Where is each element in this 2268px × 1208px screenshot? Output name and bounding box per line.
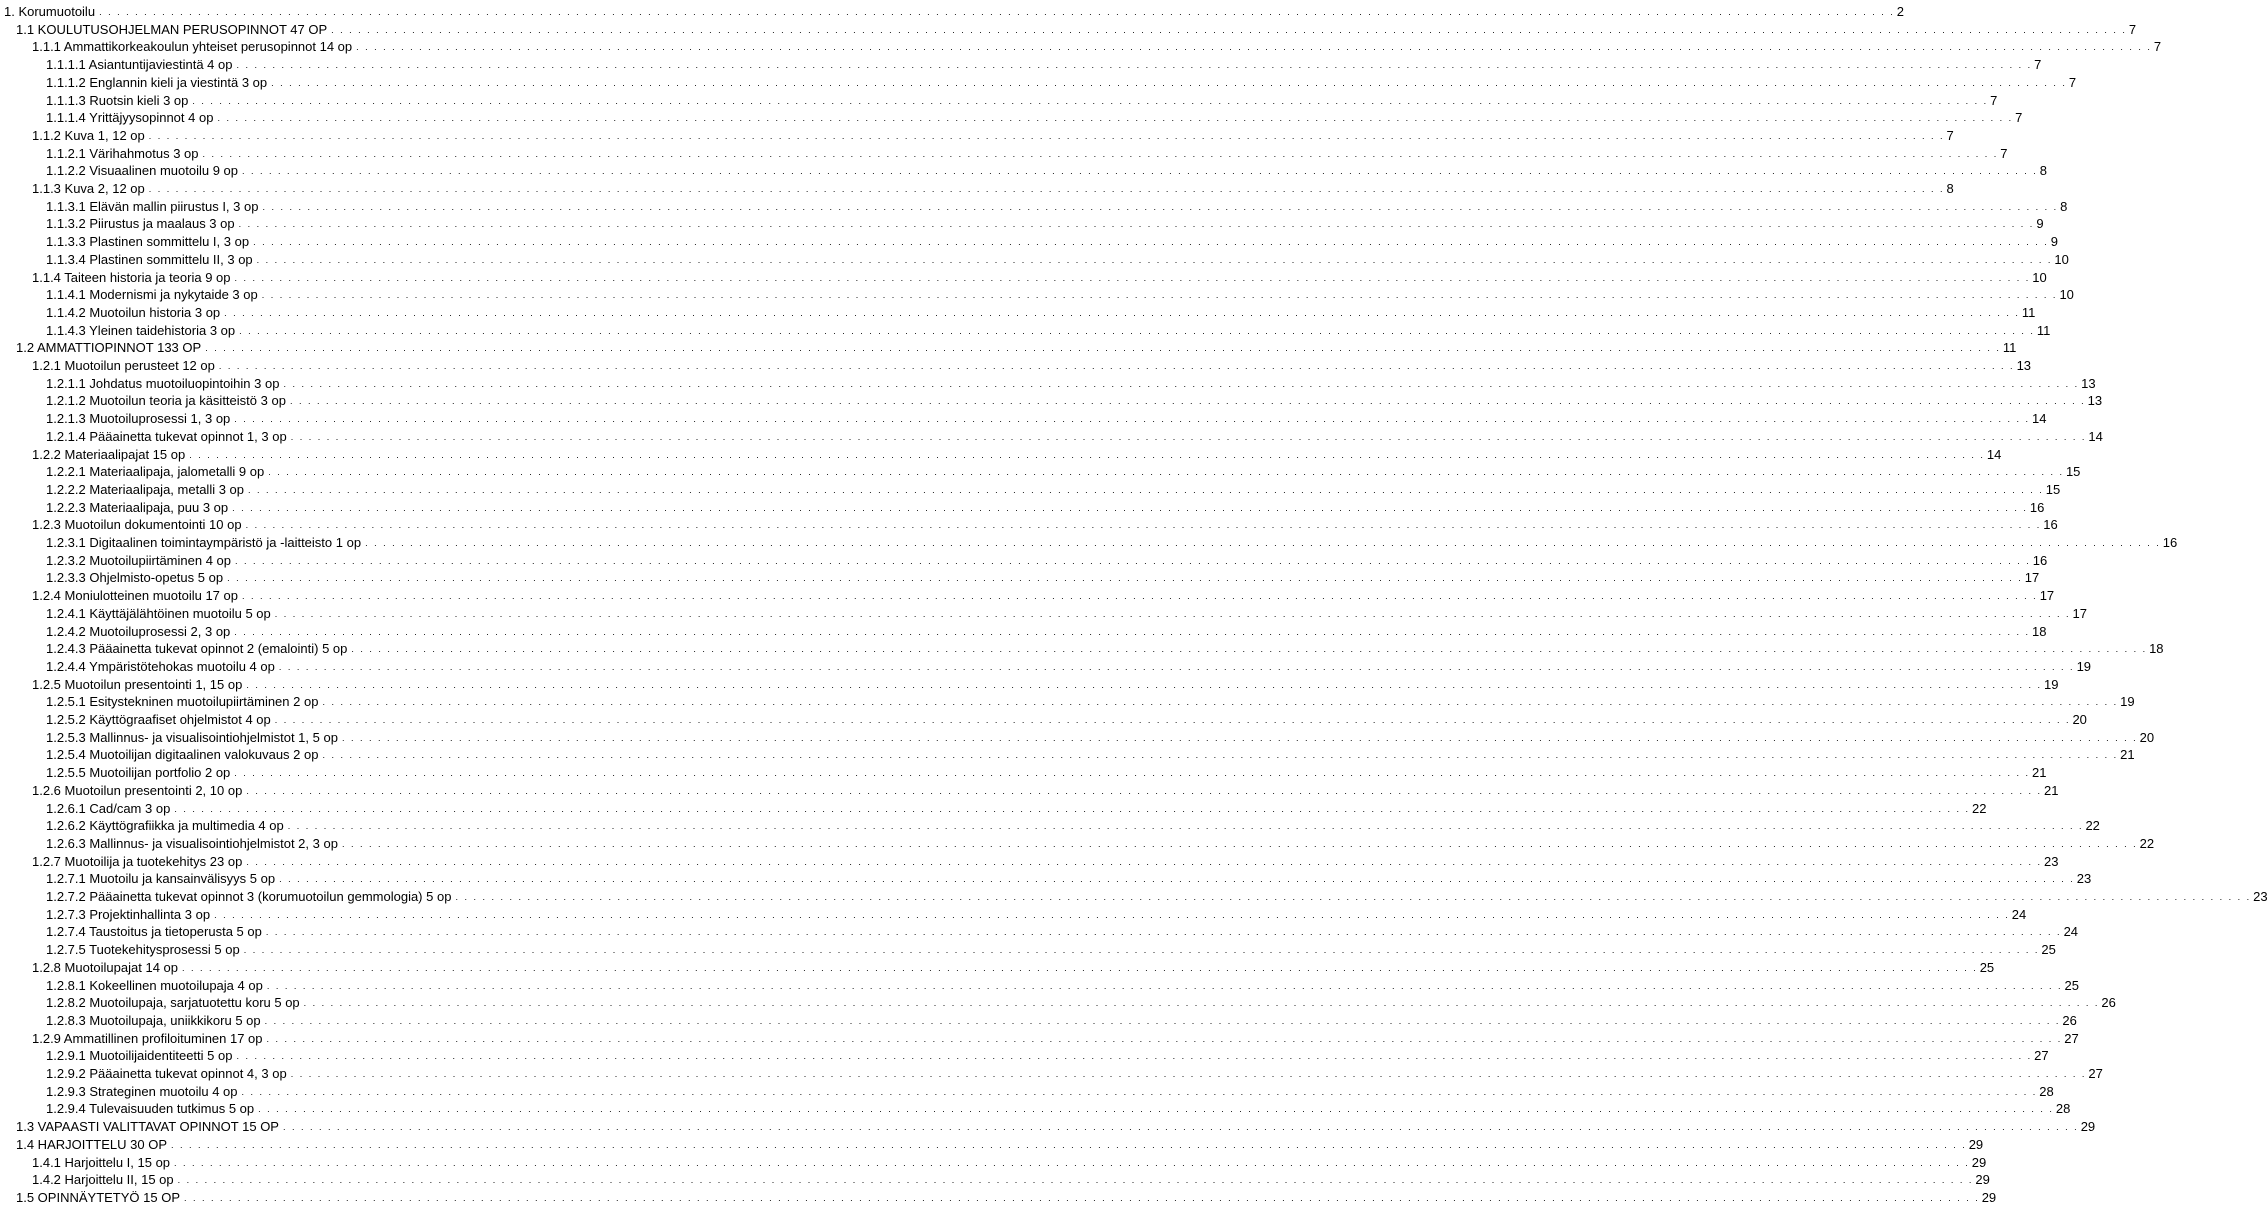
toc-entry-page-number: 10: [2059, 287, 2074, 303]
toc-entry-page-number: 29: [1975, 1172, 1990, 1188]
toc-entry[interactable]: [16, 338, 2017, 356]
toc-entry-title: 1.2.7.2 Pääainetta tukevat opinnot 3 (korumuotoilun gemmologia) 5 op: [46, 889, 452, 904]
toc-entry-title: 1.1.3.4 Plastinen sommittelu II, 3 op: [46, 251, 253, 267]
toc-dot-leader: . . . . . . . . . . . . . . . . . . . . . . . . . . . . . . . . . . . . . . . . . . . . . . . . . . . . . . . . . . . . . . . . . . . . . . . . . . . . . . . . . . . . . . . . . . . . . . . . . . . . . . . . . . . . . . . . . . . . . . . . . . . . . . . . . . . . . . . . . . . . . . . . . . . . . . . . . . . . . . . . . . . . . . . . . . . . . . . . . . . . . . . . . . . . . . . . . . . . . . . .: [246, 679, 2043, 690]
toc-entry-title: 1.2.7.1 Muotoilu ja kansainvälisyys 5 op: [46, 871, 276, 887]
toc-entry-page-number: 22: [2139, 835, 2155, 851]
toc-entry-title: 1.2.9.4 Tulevaisuuden tutkimus 5 op: [46, 1101, 255, 1117]
toc-entry-title: 1.2.7.4 Taustoitus ja tietoperusta 5 op: [46, 924, 262, 940]
toc-entry-title: 1.2.8.3 Muotoilupaja, uniikkikoru 5 op: [46, 1012, 261, 1028]
toc-entry-title: 1.1.3 Kuva 2, 12 op: [32, 181, 145, 196]
toc-entry[interactable]: [16, 1188, 1997, 1205]
toc-dot-leader: . . . . . . . . . . . . . . . . . . . . . . . . . . . . . . . . . . . . . . . . . . . . . . . . . . . . . . . . . . . . . . . . . . . . . . . . . . . . . . . . . . . . . . . . . . . . . . . . . . . . . . . . . . . . . . . . . . . . . . . . . . . . . . . . . . . . . . . . . . . . . . . . . . . . . . . . . . . . . . . . . . . . . . . . . . . . . . . . . . . . . . . . . . . . . . . . . . . . . . . .: [242, 166, 2038, 177]
toc-dot-leader: . . . . . . . . . . . . . . . . . . . . . . . . . . . . . . . . . . . . . . . . . . . . . . . . . . . . . . . . . . . . . . . . . . . . . . . . . . . . . . . . . . . . . . . . . . . . . . . . . . . . . . . . . . . . . . . . . . . . . . . . . . . . . . . . . . . . . . . . . . . . . . . . . . . . . . . . . . . . . . . . . . . . . . . . . . . . . . . . . . . . . . . . . . . . . . . . . . . . . . . .: [282, 1122, 2079, 1133]
toc-dot-leader: . . . . . . . . . . . . . . . . . . . . . . . . . . . . . . . . . . . . . . . . . . . . . . . . . . . . . . . . . . . . . . . . . . . . . . . . . . . . . . . . . . . . . . . . . . . . . . . . . . . . . . . . . . . . . . . . . . . . . . . . . . . . . . . . . . . . . . . . . . . . . . . . . . . . . . . . . . . . . . . . . . . . . . . . . . . . . . . . . . . . . . . . . . . . . . . . . . . . . . . .: [202, 148, 1999, 159]
toc-dot-leader: . . . . . . . . . . . . . . . . . . . . . . . . . . . . . . . . . . . . . . . . . . . . . . . . . . . . . . . . . . . . . . . . . . . . . . . . . . . . . . . . . . . . . . . . . . . . . . . . . . . . . . . . . . . . . . . . . . . . . . . . . . . . . . . . . . . . . . . . . . . . . . . . . . . . . . . . . . . . . . . . . . . . . . . . . . . . . . . . . . . . . . . . . . . . . . . . . . . . . . . .: [287, 821, 2084, 832]
toc-entry-title: 1.2.2 Materiaalipajat 15 op: [32, 446, 186, 462]
toc-entry[interactable]: [46, 639, 2164, 657]
toc-entry-page-number: 7: [2034, 57, 2042, 73]
toc-dot-leader: . . . . . . . . . . . . . . . . . . . . . . . . . . . . . . . . . . . . . . . . . . . . . . . . . . . . . . . . . . . . . . . . . . . . . . . . . . . . . . . . . . . . . . . . . . . . . . . . . . . . . . . . . . . . . . . . . . . . . . . . . . . . . . . . . . . . . . . . . . . . . . . . . . . . . . . . . . . . . . . . . . . . . . . . . . . . . . . . . . . . . . . . . . . . . . . . . . . . . . . .: [290, 431, 2087, 442]
toc-entry[interactable]: [32, 126, 1954, 143]
toc-dot-leader: . . . . . . . . . . . . . . . . . . . . . . . . . . . . . . . . . . . . . . . . . . . . . . . . . . . . . . . . . . . . . . . . . . . . . . . . . . . . . . . . . . . . . . . . . . . . . . . . . . . . . . . . . . . . . . . . . . . . . . . . . . . . . . . . . . . . . . . . . . . . . . . . . . . . . . . . . . . . . . . . . . . . . . . . . . . . . . . . . . . . . . . . . . . . . . . . . . . . . . . .: [261, 290, 2058, 301]
toc-entry-title: 1. Korumuotoilu: [4, 4, 96, 19]
toc-dot-leader: . . . . . . . . . . . . . . . . . . . . . . . . . . . . . . . . . . . . . . . . . . . . . . . . . . . . . . . . . . . . . . . . . . . . . . . . . . . . . . . . . . . . . . . . . . . . . . . . . . . . . . . . . . . . . . . . . . . . . . . . . . . . . . . . . . . . . . . . . . . . . . . . . . . . . . . . . . . . . . . . . . . . . . . . . . . . . . . . . . . . . . . . . . . . . . . . . . . . . . . .: [256, 254, 2053, 265]
toc-entry-title: 1.2.3 Muotoilun dokumentointi 10 op: [32, 517, 242, 533]
toc-entry[interactable]: [46, 816, 2100, 834]
toc-dot-leader: . . . . . . . . . . . . . . . . . . . . . . . . . . . . . . . . . . . . . . . . . . . . . . . . . . . . . . . . . . . . . . . . . . . . . . . . . . . . . . . . . . . . . . . . . . . . . . . . . . . . . . . . . . . . . . . . . . . . . . . . . . . . . . . . . . . . . . . . . . . . . . . . . . . . . . . . . . . . . . . . . . . . . . . . . . . . . . . . . . . . . . . . . . . . . . . . . . . . . . . .: [303, 998, 2100, 1009]
toc-entry[interactable]: [32, 268, 2047, 285]
toc-entry-title: 1.2.8.1 Kokeellinen muotoilupaja 4 op: [46, 977, 263, 993]
toc-dot-leader: . . . . . . . . . . . . . . . . . . . . . . . . . . . . . . . . . . . . . . . . . . . . . . . . . . . . . . . . . . . . . . . . . . . . . . . . . . . . . . . . . . . . . . . . . . . . . . . . . . . . . . . . . . . . . . . . . . . . . . . . . . . . . . . . . . . . . . . . . . . . . . . . . . . . . . . . . . . . . . . . . . . . . . . . . . . . . . . . . . . . . . . . . . . . . . . . . . . . . . . .: [283, 378, 2080, 389]
toc-entry[interactable]: [32, 37, 2162, 55]
toc-entry-page-number: 7: [2128, 21, 2137, 37]
toc-dot-leader: . . . . . . . . . . . . . . . . . . . . . . . . . . . . . . . . . . . . . . . . . . . . . . . . . . . . . . . . . . . . . . . . . . . . . . . . . . . . . . . . . . . . . . . . . . . . . . . . . . . . . . . . . . . . . . . . . . . . . . . . . . . . . . . . . . . . . . . . . . . . . . . . . . . . . . . . . . . . . . . . . . . . . . . . . . . . . . . . . . . . . . . . . . . . . . . . . . . . . . . .: [234, 272, 2031, 283]
toc-dot-leader: . . . . . . . . . . . . . . . . . . . . . . . . . . . . . . . . . . . . . . . . . . . . . . . . . . . . . . . . . . . . . . . . . . . . . . . . . . . . . . . . . . . . . . . . . . . . . . . . . . . . . . . . . . . . . . . . . . . . . . . . . . . . . . . . . . . . . . . . . . . . . . . . . . . . . . . . . . . . . . . . . . . . . . . . . . . . . . . . . . . . . . . . . . . . . . . . . . . . . . . .: [148, 184, 1945, 194]
toc-entry[interactable]: [46, 197, 2068, 214]
toc-entry-page-number: 18: [2031, 623, 2047, 639]
toc-entry-page-number: 16: [2032, 552, 2048, 568]
toc-entry[interactable]: [46, 993, 2116, 1011]
toc-entry-page-number: 26: [2101, 995, 2116, 1011]
toc-entry[interactable]: [46, 55, 2042, 73]
toc-entry-title: 1.1.4.1 Modernismi ja nykytaide 3 op: [46, 287, 258, 303]
toc-entry[interactable]: [46, 604, 2087, 621]
toc-entry-title: 1.1.1.3 Ruotsin kieli 3 op: [46, 92, 189, 108]
toc-dot-leader: . . . . . . . . . . . . . . . . . . . . . . . . . . . . . . . . . . . . . . . . . . . . . . . . . . . . . . . . . . . . . . . . . . . . . . . . . . . . . . . . . . . . . . . . . . . . . . . . . . . . . . . . . . . . . . . . . . . . . . . . . . . . . . . . . . . . . . . . . . . . . . . . . . . . . . . . . . . . . . . . . . . . . . . . . . . . . . . . . . . . . . . . . . . . . . . . . . . . . . . .: [99, 7, 1895, 17]
toc-entry[interactable]: [46, 568, 2040, 586]
toc-entry[interactable]: [32, 586, 2055, 604]
toc-entry-page-number: 10: [2032, 269, 2047, 285]
toc-entry[interactable]: [46, 161, 2047, 179]
toc-entry[interactable]: [46, 409, 2047, 427]
toc-entry-title: 1.2.3.2 Muotoilupiirtäminen 4 op: [46, 552, 232, 568]
toc-entry[interactable]: [46, 692, 2135, 710]
toc-entry[interactable]: [46, 285, 2074, 303]
toc-entry-title: 1.1.1.4 Yrittäjyysopinnot 4 op: [46, 110, 214, 126]
toc-dot-leader: . . . . . . . . . . . . . . . . . . . . . . . . . . . . . . . . . . . . . . . . . . . . . . . . . . . . . . . . . . . . . . . . . . . . . . . . . . . . . . . . . . . . . . . . . . . . . . . . . . . . . . . . . . . . . . . . . . . . . . . . . . . . . . . . . . . . . . . . . . . . . . . . . . . . . . . . . . . . . . . . . . . . . . . . . . . . . . . . . . . . . . . . . . . . . . . . . . . . . . . .: [246, 785, 2043, 796]
toc-entry-page-number: 18: [2149, 641, 2164, 657]
toc-entry[interactable]: [46, 745, 2135, 763]
toc-entry-page-number: 9: [2036, 216, 2044, 232]
toc-entry-page-number: 16: [2029, 499, 2045, 515]
toc-entry-page-number: 16: [2043, 517, 2058, 533]
toc-entry[interactable]: [46, 232, 2058, 250]
toc-entry-title: 1.1.4 Taiteen historia ja teoria 9 op: [32, 269, 231, 285]
toc-entry-page-number: 19: [2076, 658, 2092, 674]
toc-entry-page-number: 24: [2063, 924, 2079, 940]
toc-dot-leader: . . . . . . . . . . . . . . . . . . . . . . . . . . . . . . . . . . . . . . . . . . . . . . . . . . . . . . . . . . . . . . . . . . . . . . . . . . . . . . . . . . . . . . . . . . . . . . . . . . . . . . . . . . . . . . . . . . . . . . . . . . . . . . . . . . . . . . . . . . . . . . . . . . . . . . . . . . . . . . . . . . . . . . . . . . . . . . . . . . . . . . . . . . . . . . . . . . . . . . . .: [235, 555, 2031, 566]
toc-dot-leader: . . . . . . . . . . . . . . . . . . . . . . . . . . . . . . . . . . . . . . . . . . . . . . . . . . . . . . . . . . . . . . . . . . . . . . . . . . . . . . . . . . . . . . . . . . . . . . . . . . . . . . . . . . . . . . . . . . . . . . . . . . . . . . . . . . . . . . . . . . . . . . . . . . . . . . . . . . . . . . . . . . . . . . . . . . . . . . . . . . . . . . . . . . . . . . . . . . . . . . . .: [232, 502, 2028, 513]
toc-entry-page-number: 23: [2076, 871, 2092, 887]
toc-entry-page-number: 11: [2021, 304, 2036, 320]
toc-entry-page-number: 15: [2065, 464, 2081, 480]
toc-dot-leader: . . . . . . . . . . . . . . . . . . . . . . . . . . . . . . . . . . . . . . . . . . . . . . . . . . . . . . . . . . . . . . . . . . . . . . . . . . . . . . . . . . . . . . . . . . . . . . . . . . . . . . . . . . . . . . . . . . . . . . . . . . . . . . . . . . . . . . . . . . . . . . . . . . . . . . . . . . . . . . . . . . . . . . . . . . . . . . . . . . . . . . . . . . . . . . . . . . . . . . . .: [322, 697, 2119, 708]
toc-dot-leader: . . . . . . . . . . . . . . . . . . . . . . . . . . . . . . . . . . . . . . . . . . . . . . . . . . . . . . . . . . . . . . . . . . . . . . . . . . . . . . . . . . . . . . . . . . . . . . . . . . . . . . . . . . . . . . . . . . . . . . . . . . . . . . . . . . . . . . . . . . . . . . . . . . . . . . . . . . . . . . . . . . . . . . . . . . . . . . . . . . . . . . . . . . . . . . . . . . . . . . . .: [174, 803, 1971, 814]
toc-entry[interactable]: [46, 391, 2103, 409]
toc-entry-page-number: 7: [1990, 92, 1998, 108]
toc-entry-title: 1.2.5.1 Esitystekninen muotoilupiirtäminen 2 op: [46, 694, 319, 710]
toc-entry-page-number: 11: [2036, 322, 2051, 338]
toc-entry[interactable]: [46, 480, 2061, 497]
toc-entry[interactable]: [46, 834, 2155, 851]
toc-entry[interactable]: [46, 869, 2092, 887]
toc-entry[interactable]: [46, 1011, 2077, 1028]
toc-dot-leader: . . . . . . . . . . . . . . . . . . . . . . . . . . . . . . . . . . . . . . . . . . . . . . . . . . . . . . . . . . . . . . . . . . . . . . . . . . . . . . . . . . . . . . . . . . . . . . . . . . . . . . . . . . . . . . . . . . . . . . . . . . . . . . . . . . . . . . . . . . . . . . . . . . . . . . . . . . . . . . . . . . . . . . . . . . . . . . . . . . . . . . . . . . . . . . . . . . . . . . . .: [322, 750, 2119, 761]
toc-entry-page-number: 8: [2039, 163, 2047, 179]
toc-dot-leader: . . . . . . . . . . . . . . . . . . . . . . . . . . . . . . . . . . . . . . . . . . . . . . . . . . . . . . . . . . . . . . . . . . . . . . . . . . . . . . . . . . . . . . . . . . . . . . . . . . . . . . . . . . . . . . . . . . . . . . . . . . . . . . . . . . . . . . . . . . . . . . . . . . . . . . . . . . . . . . . . . . . . . . . . . . . . . . . . . . . . . . . . . . . . . . . . . . . . . . . .: [365, 538, 2161, 548]
toc-entry-title: 1.1.2.2 Visuaalinen muotoilu 9 op: [46, 163, 239, 179]
toc-dot-leader: . . . . . . . . . . . . . . . . . . . . . . . . . . . . . . . . . . . . . . . . . . . . . . . . . . . . . . . . . . . . . . . . . . . . . . . . . . . . . . . . . . . . . . . . . . . . . . . . . . . . . . . . . . . . . . . . . . . . . . . . . . . . . . . . . . . . . . . . . . . . . . . . . . . . . . . . . . . . . . . . . . . . . . . . . . . . . . . . . . . . . . . . . . . . . . . . . . . . . . . .: [238, 219, 2035, 230]
toc-entry[interactable]: [46, 1082, 2054, 1099]
toc-dot-leader: . . . . . . . . . . . . . . . . . . . . . . . . . . . . . . . . . . . . . . . . . . . . . . . . . . . . . . . . . . . . . . . . . . . . . . . . . . . . . . . . . . . . . . . . . . . . . . . . . . . . . . . . . . . . . . . . . . . . . . . . . . . . . . . . . . . . . . . . . . . . . . . . . . . . . . . . . . . . . . . . . . . . . . . . . . . . . . . . . . . . . . . . . . . . . . . . . . . . . . . .: [171, 1139, 1967, 1150]
toc-entry[interactable]: [46, 427, 2103, 444]
toc-entry-title: 1.2.7.5 Tuotekehitysprosessi 5 op: [46, 942, 240, 958]
toc-entry[interactable]: [32, 445, 2002, 462]
toc-entry-title: 1.2.2.1 Materiaalipaja, jalometalli 9 op: [46, 464, 265, 480]
toc-entry[interactable]: [46, 214, 2044, 232]
toc-entry[interactable]: [32, 1153, 1987, 1170]
toc-dot-leader: . . . . . . . . . . . . . . . . . . . . . . . . . . . . . . . . . . . . . . . . . . . . . . . . . . . . . . . . . . . . . . . . . . . . . . . . . . . . . . . . . . . . . . . . . . . . . . . . . . . . . . . . . . . . . . . . . . . . . . . . . . . . . . . . . . . . . . . . . . . . . . . . . . . . . . . . . . . . . . . . . . . . . . . . . . . . . . . . . . . . . . . . . . . . . . . . . . . . . . . .: [148, 130, 1945, 141]
toc-entry-page-number: 23: [2044, 853, 2059, 869]
toc-entry-title: 1.2.9.3 Strateginen muotoilu 4 op: [46, 1083, 238, 1099]
toc-dot-leader: . . . . . . . . . . . . . . . . . . . . . . . . . . . . . . . . . . . . . . . . . . . . . . . . . . . . . . . . . . . . . . . . . . . . . . . . . . . . . . . . . . . . . . . . . . . . . . . . . . . . . . . . . . . . . . . . . . . . . . . . . . . . . . . . . . . . . . . . . . . . . . . . . . . . . . . . . . . . . . . . . . . . . . . . . . . . . . . . . . . . . . . . . . . . . . . . . . . . . . . .: [174, 1157, 1970, 1168]
toc-entry-page-number: 23: [2253, 889, 2268, 904]
toc-dot-leader: . . . . . . . . . . . . . . . . . . . . . . . . . . . . . . . . . . . . . . . . . . . . . . . . . . . . . . . . . . . . . . . . . . . . . . . . . . . . . . . . . . . . . . . . . . . . . . . . . . . . . . . . . . . . . . . . . . . . . . . . . . . . . . . . . . . . . . . . . . . . . . . . . . . . . . . . . . . . . . . . . . . . . . . . . . . . . . . . . . . . . . . . . . . . . . . . . . . . . . . .: [289, 396, 2086, 407]
toc-entry-page-number: 7: [2068, 74, 2077, 90]
toc-dot-leader: . . . . . . . . . . . . . . . . . . . . . . . . . . . . . . . . . . . . . . . . . . . . . . . . . . . . . . . . . . . . . . . . . . . . . . . . . . . . . . . . . . . . . . . . . . . . . . . . . . . . . . . . . . . . . . . . . . . . . . . . . . . . . . . . . . . . . . . . . . . . . . . . . . . . . . . . . . . . . . . . . . . . . . . . . . . . . . . . . . . . . . . . . . . . . . . . . . . . . . . .: [246, 856, 2043, 867]
toc-dot-leader: . . . . . . . . . . . . . . . . . . . . . . . . . . . . . . . . . . . . . . . . . . . . . . . . . . . . . . . . . . . . . . . . . . . . . . . . . . . . . . . . . . . . . . . . . . . . . . . . . . . . . . . . . . . . . . . . . . . . . . . . . . . . . . . . . . . . . . . . . . . . . . . . . . . . . . . . . . . . . . . . . . . . . . . . . . . . . . . . . . . . . . . . . . . . . . . . . . . . . . . .: [253, 237, 2049, 248]
toc-entry-page-number: 17: [2039, 588, 2055, 604]
toc-entry-title: 1.2.6.2 Käyttögrafiikka ja multimedia 4 op: [46, 818, 284, 834]
toc-dot-leader: . . . . . . . . . . . . . . . . . . . . . . . . . . . . . . . . . . . . . . . . . . . . . . . . . . . . . . . . . . . . . . . . . . . . . . . . . . . . . . . . . . . . . . . . . . . . . . . . . . . . . . . . . . . . . . . . . . . . . . . . . . . . . . . . . . . . . . . . . . . . . . . . . . . . . . . . . . . . . . . . . . . . . . . . . . . . . . . . . . . . . . . . . . . . . . . . . . . . . . . .: [234, 626, 2030, 637]
toc-entry-title: 1.2.7.3 Projektinhallinta 3 op: [46, 906, 211, 922]
toc-entry-title: 1.2.9 Ammatillinen profiloituminen 17 op: [32, 1030, 263, 1046]
toc-entry[interactable]: [46, 1046, 2049, 1064]
toc-entry[interactable]: [46, 551, 2048, 568]
toc-entry[interactable]: [46, 728, 2155, 745]
toc-entry-title: 1.2.4.3 Pääainetta tukevat opinnot 2 (emalointi) 5 op: [46, 641, 348, 657]
toc-entry-page-number: 29: [1981, 1189, 1997, 1205]
toc-entry-page-number: 8: [1946, 181, 1954, 196]
toc-dot-leader: . . . . . . . . . . . . . . . . . . . . . . . . . . . . . . . . . . . . . . . . . . . . . . . . . . . . . . . . . . . . . . . . . . . . . . . . . . . . . . . . . . . . . . . . . . . . . . . . . . . . . . . . . . . . . . . . . . . . . . . . . . . . . . . . . . . . . . . . . . . . . . . . . . . . . . . . . . . . . . . . . . . . . . . . . . . . . . . . . . . . . . . . . . . . . . . . . . . . . . . .: [205, 343, 2001, 354]
toc-entry-page-number: 24: [2011, 906, 2027, 922]
toc-entry-title: 1.2.3.1 Digitaalinen toimintaympäristö ja -laitteisto 1 op: [46, 535, 362, 550]
toc-entry-title: 1.2.5.3 Mallinnus- ja visualisointiohjelmistot 1, 5 op: [46, 729, 338, 745]
toc-dot-leader: . . . . . . . . . . . . . . . . . . . . . . . . . . . . . . . . . . . . . . . . . . . . . . . . . . . . . . . . . . . . . . . . . . . . . . . . . . . . . . . . . . . . . . . . . . . . . . . . . . . . . . . . . . . . . . . . . . . . . . . . . . . . . . . . . . . . . . . . . . . . . . . . . . . . . . . . . . . . . . . . . . . . . . . . . . . . . . . . . . . . . . . . . . . . . . . . . . . . . . . .: [241, 1086, 2038, 1097]
toc-entry-page-number: 21: [2044, 782, 2059, 798]
toc-entry[interactable]: [32, 675, 2059, 692]
toc-entry-page-number: 27: [2064, 1030, 2079, 1046]
toc-entry-page-number: 2: [1896, 4, 1904, 19]
toc-entry-page-number: 27: [2034, 1048, 2049, 1064]
toc-entry[interactable]: [46, 976, 2079, 993]
toc-entry[interactable]: [46, 657, 2092, 674]
toc-dot-leader: . . . . . . . . . . . . . . . . . . . . . . . . . . . . . . . . . . . . . . . . . . . . . . . . . . . . . . . . . . . . . . . . . . . . . . . . . . . . . . . . . . . . . . . . . . . . . . . . . . . . . . . . . . . . . . . . . . . . . . . . . . . . . . . . . . . . . . . . . . . . . . . . . . . . . . . . . . . . . . . . . . . . . . . . . . . . . . . . . . . . . . . . . . . . . . . . . . . . . . . .: [264, 1015, 2061, 1026]
toc-entry-page-number: 19: [2044, 676, 2059, 692]
toc-dot-leader: . . . . . . . . . . . . . . . . . . . . . . . . . . . . . . . . . . . . . . . . . . . . . . . . . . . . . . . . . . . . . . . . . . . . . . . . . . . . . . . . . . . . . . . . . . . . . . . . . . . . . . . . . . . . . . . . . . . . . . . . . . . . . . . . . . . . . . . . . . . . . . . . . . . . . . . . . . . . . . . . . . . . . . . . . . . . . . . . . . . . . . . . . . . . . . . . . . . . . . . .: [239, 325, 2035, 336]
toc-dot-leader: . . . . . . . . . . . . . . . . . . . . . . . . . . . . . . . . . . . . . . . . . . . . . . . . . . . . . . . . . . . . . . . . . . . . . . . . . . . . . . . . . . . . . . . . . . . . . . . . . . . . . . . . . . . . . . . . . . . . . . . . . . . . . . . . . . . . . . . . . . . . . . . . . . . . . . . . . . . . . . . . . . . . . . . . . . . . . . . . . . . . . . . . . . . . . . . . . . . . . . . .: [236, 1051, 2033, 1062]
toc-entry-page-number: 19: [2120, 694, 2135, 710]
toc-entry-title: 1.2.6.1 Cad/cam 3 op: [46, 800, 171, 816]
toc-entry-title: 1.2.1.2 Muotoilun teoria ja käsitteistö 3 op: [46, 393, 286, 409]
toc-entry-page-number: 20: [2072, 712, 2087, 727]
toc-entry[interactable]: [46, 799, 1987, 816]
toc-dot-leader: . . . . . . . . . . . . . . . . . . . . . . . . . . . . . . . . . . . . . . . . . . . . . . . . . . . . . . . . . . . . . . . . . . . . . . . . . . . . . . . . . . . . . . . . . . . . . . . . . . . . . . . . . . . . . . . . . . . . . . . . . . . . . . . . . . . . . . . . . . . . . . . . . . . . . . . . . . . . . . . . . . . . . . . . . . . . . . . . . . . . . . . . . . . . . . . . . . . . . . . .: [227, 573, 2023, 584]
toc-entry[interactable]: [46, 622, 2047, 639]
toc-entry-page-number: 17: [2024, 570, 2040, 586]
toc-entry-title: 1.4 HARJOITTELU 30 OP: [16, 1136, 167, 1152]
toc-entry[interactable]: [32, 515, 2058, 533]
toc-entry-title: 1.2.5.5 Muotoilijan portfolio 2 op: [46, 765, 231, 781]
toc-entry[interactable]: [46, 498, 2045, 515]
toc-entry-page-number: 25: [1979, 959, 1995, 975]
toc-dot-leader: . . . . . . . . . . . . . . . . . . . . . . . . . . . . . . . . . . . . . . . . . . . . . . . . . . . . . . . . . . . . . . . . . . . . . . . . . . . . . . . . . . . . . . . . . . . . . . . . . . . . . . . . . . . . . . . . . . . . . . . . . . . . . . . . . . . . . . . . . . . . . . . . . . . . . . . . . . . . . . . . . . . . . . . . . . . . . . . . . . . . . . . . . . . . . . . . . . . . . . . .: [243, 945, 2040, 956]
toc-entry-page-number: 29: [2080, 1119, 2096, 1135]
toc-dot-leader: . . . . . . . . . . . . . . . . . . . . . . . . . . . . . . . . . . . . . . . . . . . . . . . . . . . . . . . . . . . . . . . . . . . . . . . . . . . . . . . . . . . . . . . . . . . . . . . . . . . . . . . . . . . . . . . . . . . . . . . . . . . . . . . . . . . . . . . . . . . . . . . . . . . . . . . . . . . . . . . . . . . . . . . . . . . . . . . . . . . . . . . . . . . . . . . . . . . . . . . .: [455, 892, 2252, 902]
toc-entry[interactable]: [32, 958, 1995, 975]
toc-dot-leader: . . . . . . . . . . . . . . . . . . . . . . . . . . . . . . . . . . . . . . . . . . . . . . . . . . . . . . . . . . . . . . . . . . . . . . . . . . . . . . . . . . . . . . . . . . . . . . . . . . . . . . . . . . . . . . . . . . . . . . . . . . . . . . . . . . . . . . . . . . . . . . . . . . . . . . . . . . . . . . . . . . . . . . . . . . . . . . . . . . . . . . . . . . . . . . . . . . . . . . . .: [234, 414, 2030, 425]
toc-entry[interactable]: [16, 1117, 2096, 1135]
toc-entry[interactable]: [32, 1170, 1990, 1188]
toc-dot-leader: . . . . . . . . . . . . . . . . . . . . . . . . . . . . . . . . . . . . . . . . . . . . . . . . . . . . . . . . . . . . . . . . . . . . . . . . . . . . . . . . . . . . . . . . . . . . . . . . . . . . . . . . . . . . . . . . . . . . . . . . . . . . . . . . . . . . . . . . . . . . . . . . . . . . . . . . . . . . . . . . . . . . . . . . . . . . . . . . . . . . . . . . . . . . . . . . . . . . . . . .: [241, 591, 2038, 602]
toc-entry-title: 1.2.8.2 Muotoilupaja, sarjatuotettu koru 5 op: [46, 995, 300, 1011]
toc-entry[interactable]: [32, 852, 2059, 869]
toc-entry-page-number: 17: [2072, 605, 2087, 621]
toc-entry[interactable]: [46, 73, 2077, 90]
toc-entry-title: 1.3 VAPAASTI VALITTAVAT OPINNOT 15 OP: [16, 1119, 279, 1135]
toc-entry-title: 1.2.1 Muotoilun perusteet 12 op: [32, 358, 215, 373]
toc-entry-page-number: 28: [2039, 1083, 2054, 1099]
toc-entry-page-number: 25: [2064, 977, 2079, 993]
toc-entry-title: 1.2.4.4 Ympäristötehokas muotoilu 4 op: [46, 658, 275, 674]
toc-entry-page-number: 15: [2045, 481, 2061, 497]
toc-entry-title: 1.1.4.2 Muotoilun historia 3 op: [46, 304, 221, 320]
toc-entry[interactable]: [32, 179, 1954, 196]
toc-entry-title: 1.2.6 Muotoilun presentointi 2, 10 op: [32, 782, 243, 798]
toc-dot-leader: . . . . . . . . . . . . . . . . . . . . . . . . . . . . . . . . . . . . . . . . . . . . . . . . . . . . . . . . . . . . . . . . . . . . . . . . . . . . . . . . . . . . . . . . . . . . . . . . . . . . . . . . . . . . . . . . . . . . . . . . . . . . . . . . . . . . . . . . . . . . . . . . . . . . . . . . . . . . . . . . . . . . . . . . . . . . . . . . . . . . . . . . . . . . . . . . . . . . . . . .: [341, 732, 2138, 743]
toc-dot-leader: . . . . . . . . . . . . . . . . . . . . . . . . . . . . . . . . . . . . . . . . . . . . . . . . . . . . . . . . . . . . . . . . . . . . . . . . . . . . . . . . . . . . . . . . . . . . . . . . . . . . . . . . . . . . . . . . . . . . . . . . . . . . . . . . . . . . . . . . . . . . . . . . . . . . . . . . . . . . . . . . . . . . . . . . . . . . . . . . . . . . . . . . . . . . . . . . . . . . . . . .: [245, 520, 2042, 531]
toc-entry-page-number: 22: [2085, 818, 2100, 834]
toc-entry-page-number: 20: [2139, 729, 2155, 745]
toc-entry-title: 1.1 KOULUTUSOHJELMAN PERUSOPINNOT 47 OP: [16, 21, 328, 37]
toc-entry-page-number: 11: [2002, 340, 2017, 356]
toc-dot-leader: . . . . . . . . . . . . . . . . . . . . . . . . . . . . . . . . . . . . . . . . . . . . . . . . . . . . . . . . . . . . . . . . . . . . . . . . . . . . . . . . . . . . . . . . . . . . . . . . . . . . . . . . . . . . . . . . . . . . . . . . . . . . . . . . . . . . . . . . . . . . . . . . . . . . . . . . . . . . . . . . . . . . . . . . . . . . . . . . . . . . . . . . . . . . . . . . . . . . . . . .: [262, 201, 2059, 212]
toc-dot-leader: . . . . . . . . . . . . . . . . . . . . . . . . . . . . . . . . . . . . . . . . . . . . . . . . . . . . . . . . . . . . . . . . . . . . . . . . . . . . . . . . . . . . . . . . . . . . . . . . . . . . . . . . . . . . . . . . . . . . . . . . . . . . . . . . . . . . . . . . . . . . . . . . . . . . . . . . . . . . . . . . . . . . . . . . . . . . . . . . . . . . . . . . . . . . . . . . . . . . . . . .: [214, 909, 2010, 920]
toc-entry[interactable]: [46, 321, 2051, 338]
toc-entry[interactable]: [46, 303, 2036, 320]
toc-entry-title: 1.2.9.1 Muotoilijaidentiteetti 5 op: [46, 1048, 233, 1064]
toc-entry[interactable]: [46, 1099, 2071, 1117]
toc-entry-title: 1.4.1 Harjoittelu I, 15 op: [32, 1154, 171, 1170]
toc-entry-title: 1.2.9.2 Pääainetta tukevat opinnot 4, 3 op: [46, 1066, 287, 1081]
toc-dot-leader: . . . . . . . . . . . . . . . . . . . . . . . . . . . . . . . . . . . . . . . . . . . . . . . . . . . . . . . . . . . . . . . . . . . . . . . . . . . . . . . . . . . . . . . . . . . . . . . . . . . . . . . . . . . . . . . . . . . . . . . . . . . . . . . . . . . . . . . . . . . . . . . . . . . . . . . . . . . . . . . . . . . . . . . . . . . . . . . . . . . . . . . . . . . . . . . . . . . . . . . .: [274, 608, 2071, 619]
toc-dot-leader: . . . . . . . . . . . . . . . . . . . . . . . . . . . . . . . . . . . . . . . . . . . . . . . . . . . . . . . . . . . . . . . . . . . . . . . . . . . . . . . . . . . . . . . . . . . . . . . . . . . . . . . . . . . . . . . . . . . . . . . . . . . . . . . . . . . . . . . . . . . . . . . . . . . . . . . . . . . . . . . . . . . . . . . . . . . . . . . . . . . . . . . . . . . . . . . . . . . . . . . .: [184, 1192, 1980, 1203]
toc-dot-leader: . . . . . . . . . . . . . . . . . . . . . . . . . . . . . . . . . . . . . . . . . . . . . . . . . . . . . . . . . . . . . . . . . . . . . . . . . . . . . . . . . . . . . . . . . . . . . . . . . . . . . . . . . . . . . . . . . . . . . . . . . . . . . . . . . . . . . . . . . . . . . . . . . . . . . . . . . . . . . . . . . . . . . . . . . . . . . . . . . . . . . . . . . . . . . . . . . . . . . . . .: [268, 467, 2064, 478]
toc-entry-title: 1.1.3.1 Elävän mallin piirustus I, 3 op: [46, 198, 259, 214]
toc-entry-page-number: 7: [2015, 110, 2023, 126]
toc-dot-leader: . . . . . . . . . . . . . . . . . . . . . . . . . . . . . . . . . . . . . . . . . . . . . . . . . . . . . . . . . . . . . . . . . . . . . . . . . . . . . . . . . . . . . . . . . . . . . . . . . . . . . . . . . . . . . . . . . . . . . . . . . . . . . . . . . . . . . . . . . . . . . . . . . . . . . . . . . . . . . . . . . . . . . . . . . . . . . . . . . . . . . . . . . . . . . . . . . . . . . . . .: [224, 307, 2020, 318]
toc-dot-leader: . . . . . . . . . . . . . . . . . . . . . . . . . . . . . . . . . . . . . . . . . . . . . . . . . . . . . . . . . . . . . . . . . . . . . . . . . . . . . . . . . . . . . . . . . . . . . . . . . . . . . . . . . . . . . . . . . . . . . . . . . . . . . . . . . . . . . . . . . . . . . . . . . . . . . . . . . . . . . . . . . . . . . . . . . . . . . . . . . . . . . . . . . . . . . . . . . . . . . . . .: [265, 927, 2062, 938]
toc-entry[interactable]: [46, 462, 2081, 480]
toc-dot-leader: . . . . . . . . . . . . . . . . . . . . . . . . . . . . . . . . . . . . . . . . . . . . . . . . . . . . . . . . . . . . . . . . . . . . . . . . . . . . . . . . . . . . . . . . . . . . . . . . . . . . . . . . . . . . . . . . . . . . . . . . . . . . . . . . . . . . . . . . . . . . . . . . . . . . . . . . . . . . . . . . . . . . . . . . . . . . . . . . . . . . . . . . . . . . . . . . . . . . . . . .: [331, 24, 2127, 35]
toc-entry[interactable]: [46, 922, 2079, 940]
toc-entry[interactable]: [46, 91, 1998, 108]
toc-entry-page-number: 14: [2088, 428, 2103, 444]
toc-dot-leader: . . . . . . . . . . . . . . . . . . . . . . . . . . . . . . . . . . . . . . . . . . . . . . . . . . . . . . . . . . . . . . . . . . . . . . . . . . . . . . . . . . . . . . . . . . . . . . . . . . . . . . . . . . . . . . . . . . . . . . . . . . . . . . . . . . . . . . . . . . . . . . . . . . . . . . . . . . . . . . . . . . . . . . . . . . . . . . . . . . . . . . . . . . . . . . . . . . . . . . . .: [356, 42, 2152, 53]
toc-entry[interactable]: [46, 1064, 2103, 1081]
toc-entry-page-number: 28: [2055, 1101, 2071, 1117]
toc-entry-title: 1.2.7 Muotoilija ja tuotekehitys 23 op: [32, 853, 243, 869]
toc-entry[interactable]: [46, 763, 2047, 781]
toc-dot-leader: . . . . . . . . . . . . . . . . . . . . . . . . . . . . . . . . . . . . . . . . . . . . . . . . . . . . . . . . . . . . . . . . . . . . . . . . . . . . . . . . . . . . . . . . . . . . . . . . . . . . . . . . . . . . . . . . . . . . . . . . . . . . . . . . . . . . . . . . . . . . . . . . . . . . . . . . . . . . . . . . . . . . . . . . . . . . . . . . . . . . . . . . . . . . . . . . . . . . . . . .: [189, 449, 1985, 460]
toc-entry-page-number: 7: [2153, 39, 2162, 55]
toc-dot-leader: . . . . . . . . . . . . . . . . . . . . . . . . . . . . . . . . . . . . . . . . . . . . . . . . . . . . . . . . . . . . . . . . . . . . . . . . . . . . . . . . . . . . . . . . . . . . . . . . . . . . . . . . . . . . . . . . . . . . . . . . . . . . . . . . . . . . . . . . . . . . . . . . . . . . . . . . . . . . . . . . . . . . . . . . . . . . . . . . . . . . . . . . . . . . . . . . . . . . . . . .: [218, 361, 2015, 371]
toc-entry-title: 1.1.1.2 Englannin kieli ja viestintä 3 op: [46, 74, 268, 90]
toc-entry-title: 1.1.2 Kuva 1, 12 op: [32, 127, 145, 143]
toc-entry[interactable]: [46, 108, 2023, 126]
toc-dot-leader: . . . . . . . . . . . . . . . . . . . . . . . . . . . . . . . . . . . . . . . . . . . . . . . . . . . . . . . . . . . . . . . . . . . . . . . . . . . . . . . . . . . . . . . . . . . . . . . . . . . . . . . . . . . . . . . . . . . . . . . . . . . . . . . . . . . . . . . . . . . . . . . . . . . . . . . . . . . . . . . . . . . . . . . . . . . . . . . . . . . . . . . . . . . . . . . . . . . . . . . .: [266, 980, 2063, 991]
toc-entry[interactable]: [16, 20, 2137, 37]
toc-entry-title: 1.2.8 Muotoilupajat 14 op: [32, 959, 178, 975]
toc-dot-leader: . . . . . . . . . . . . . . . . . . . . . . . . . . . . . . . . . . . . . . . . . . . . . . . . . . . . . . . . . . . . . . . . . . . . . . . . . . . . . . . . . . . . . . . . . . . . . . . . . . . . . . . . . . . . . . . . . . . . . . . . . . . . . . . . . . . . . . . . . . . . . . . . . . . . . . . . . . . . . . . . . . . . . . . . . . . . . . . . . . . . . . . . . . . . . . . . . . . . . . . .: [290, 1069, 2087, 1079]
toc-dot-leader: . . . . . . . . . . . . . . . . . . . . . . . . . . . . . . . . . . . . . . . . . . . . . . . . . . . . . . . . . . . . . . . . . . . . . . . . . . . . . . . . . . . . . . . . . . . . . . . . . . . . . . . . . . . . . . . . . . . . . . . . . . . . . . . . . . . . . . . . . . . . . . . . . . . . . . . . . . . . . . . . . . . . . . . . . . . . . . . . . . . . . . . . . . . . . . . . . . . . . . . .: [192, 95, 1989, 106]
toc-entry-page-number: 7: [2000, 145, 2008, 161]
toc-entry-page-number: 29: [1971, 1154, 1987, 1170]
toc-entry-title: 1.2.4.1 Käyttäjälähtöinen muotoilu 5 op: [46, 605, 271, 621]
toc-entry-title: 1.2.5.4 Muotoilijan digitaalinen valokuvaus 2 op: [46, 747, 319, 763]
toc-entry-title: 1.2.5.2 Käyttögraafiset ohjelmistot 4 op: [46, 712, 271, 727]
toc-entry-page-number: 13: [2016, 358, 2032, 373]
toc-entry-page-number: 8: [2060, 198, 2068, 214]
toc-dot-leader: . . . . . . . . . . . . . . . . . . . . . . . . . . . . . . . . . . . . . . . . . . . . . . . . . . . . . . . . . . . . . . . . . . . . . . . . . . . . . . . . . . . . . . . . . . . . . . . . . . . . . . . . . . . . . . . . . . . . . . . . . . . . . . . . . . . . . . . . . . . . . . . . . . . . . . . . . . . . . . . . . . . . . . . . . . . . . . . . . . . . . . . . . . . . . . . . . . . . . . . .: [177, 1175, 1974, 1186]
toc-entry[interactable]: [32, 1029, 2079, 1046]
toc-entry-page-number: 14: [1986, 446, 2002, 462]
toc-dot-leader: . . . . . . . . . . . . . . . . . . . . . . . . . . . . . . . . . . . . . . . . . . . . . . . . . . . . . . . . . . . . . . . . . . . . . . . . . . . . . . . . . . . . . . . . . . . . . . . . . . . . . . . . . . . . . . . . . . . . . . . . . . . . . . . . . . . . . . . . . . . . . . . . . . . . . . . . . . . . . . . . . . . . . . . . . . . . . . . . . . . . . . . . . . . . . . . . . . . . . . . .: [341, 838, 2138, 849]
toc-entry[interactable]: [46, 887, 2268, 904]
toc-entry-title: 1.2.2.3 Materiaalipaja, puu 3 op: [46, 499, 229, 515]
toc-dot-leader: . . . . . . . . . . . . . . . . . . . . . . . . . . . . . . . . . . . . . . . . . . . . . . . . . . . . . . . . . . . . . . . . . . . . . . . . . . . . . . . . . . . . . . . . . . . . . . . . . . . . . . . . . . . . . . . . . . . . . . . . . . . . . . . . . . . . . . . . . . . . . . . . . . . . . . . . . . . . . . . . . . . . . . . . . . . . . . . . . . . . . . . . . . . . . . . . . . . . . . . .: [234, 768, 2030, 779]
toc-entry-page-number: 21: [2032, 765, 2047, 781]
toc-entry-title: 1.2 AMMATTIOPINNOT 133 OP: [16, 340, 202, 356]
toc-entry[interactable]: [46, 940, 2056, 958]
toc-entry-page-number: 7: [1946, 127, 1954, 143]
toc-entry[interactable]: [46, 250, 2069, 267]
toc-entry[interactable]: [46, 905, 2027, 922]
toc-entry-page-number: 13: [2087, 393, 2103, 409]
toc-entry-page-number: 22: [1972, 800, 1987, 816]
toc-dot-leader: . . . . . . . . . . . . . . . . . . . . . . . . . . . . . . . . . . . . . . . . . . . . . . . . . . . . . . . . . . . . . . . . . . . . . . . . . . . . . . . . . . . . . . . . . . . . . . . . . . . . . . . . . . . . . . . . . . . . . . . . . . . . . . . . . . . . . . . . . . . . . . . . . . . . . . . . . . . . . . . . . . . . . . . . . . . . . . . . . . . . . . . . . . . . . . . . . . . . . . . .: [278, 661, 2075, 672]
toc-entry-title: 1.1.3.2 Piirustus ja maalaus 3 op: [46, 216, 235, 232]
toc-entry[interactable]: [32, 356, 2032, 373]
toc-entry-title: 1.1.1 Ammattikorkeakoulun yhteiset perusopinnot 14 op: [32, 39, 353, 55]
toc-dot-leader: . . . . . . . . . . . . . . . . . . . . . . . . . . . . . . . . . . . . . . . . . . . . . . . . . . . . . . . . . . . . . . . . . . . . . . . . . . . . . . . . . . . . . . . . . . . . . . . . . . . . . . . . . . . . . . . . . . . . . . . . . . . . . . . . . . . . . . . . . . . . . . . . . . . . . . . . . . . . . . . . . . . . . . . . . . . . . . . . . . . . . . . . . . . . . . . . . . . . . . . .: [266, 1033, 2063, 1044]
toc-dot-leader: . . . . . . . . . . . . . . . . . . . . . . . . . . . . . . . . . . . . . . . . . . . . . . . . . . . . . . . . . . . . . . . . . . . . . . . . . . . . . . . . . . . . . . . . . . . . . . . . . . . . . . . . . . . . . . . . . . . . . . . . . . . . . . . . . . . . . . . . . . . . . . . . . . . . . . . . . . . . . . . . . . . . . . . . . . . . . . . . . . . . . . . . . . . . . . . . . . . . . . . .: [236, 60, 2033, 71]
toc-entry-title: 1.2.1.1 Johdatus muotoiluopintoihin 3 op: [46, 375, 280, 391]
toc-entry-page-number: 9: [2050, 234, 2058, 250]
toc-entry[interactable]: [46, 533, 2178, 550]
toc-entry-title: 1.2.4.2 Muotoiluprosessi 2, 3 op: [46, 623, 231, 639]
toc-dot-leader: . . . . . . . . . . . . . . . . . . . . . . . . . . . . . . . . . . . . . . . . . . . . . . . . . . . . . . . . . . . . . . . . . . . . . . . . . . . . . . . . . . . . . . . . . . . . . . . . . . . . . . . . . . . . . . . . . . . . . . . . . . . . . . . . . . . . . . . . . . . . . . . . . . . . . . . . . . . . . . . . . . . . . . . . . . . . . . . . . . . . . . . . . . . . . . . . . . . . . . . .: [279, 874, 2075, 885]
toc-entry[interactable]: [32, 781, 2059, 798]
toc-entry-page-number: 29: [1968, 1136, 1984, 1152]
toc-entry[interactable]: [46, 144, 2008, 161]
toc-entry[interactable]: [46, 710, 2087, 727]
toc-entry-title: 1.1.4.3 Yleinen taidehistoria 3 op: [46, 322, 236, 338]
toc-entry-page-number: 27: [2088, 1066, 2103, 1081]
toc-dot-leader: . . . . . . . . . . . . . . . . . . . . . . . . . . . . . . . . . . . . . . . . . . . . . . . . . . . . . . . . . . . . . . . . . . . . . . . . . . . . . . . . . . . . . . . . . . . . . . . . . . . . . . . . . . . . . . . . . . . . . . . . . . . . . . . . . . . . . . . . . . . . . . . . . . . . . . . . . . . . . . . . . . . . . . . . . . . . . . . . . . . . . . . . . . . . . . . . . . . . . . . .: [248, 484, 2044, 495]
toc-entry[interactable]: [46, 374, 2096, 391]
toc-dot-leader: . . . . . . . . . . . . . . . . . . . . . . . . . . . . . . . . . . . . . . . . . . . . . . . . . . . . . . . . . . . . . . . . . . . . . . . . . . . . . . . . . . . . . . . . . . . . . . . . . . . . . . . . . . . . . . . . . . . . . . . . . . . . . . . . . . . . . . . . . . . . . . . . . . . . . . . . . . . . . . . . . . . . . . . . . . . . . . . . . . . . . . . . . . . . . . . . . . . . . . . .: [182, 962, 1978, 973]
toc-entry-title: 1.2.6.3 Mallinnus- ja visualisointiohjelmistot 2, 3 op: [46, 835, 338, 851]
toc-entry-page-number: 16: [2162, 535, 2178, 550]
toc-entry-page-number: 10: [2054, 251, 2069, 267]
toc-dot-leader: . . . . . . . . . . . . . . . . . . . . . . . . . . . . . . . . . . . . . . . . . . . . . . . . . . . . . . . . . . . . . . . . . . . . . . . . . . . . . . . . . . . . . . . . . . . . . . . . . . . . . . . . . . . . . . . . . . . . . . . . . . . . . . . . . . . . . . . . . . . . . . . . . . . . . . . . . . . . . . . . . . . . . . . . . . . . . . . . . . . . . . . . . . . . . . . . . . . . . . . .: [271, 77, 2067, 88]
toc-dot-leader: . . . . . . . . . . . . . . . . . . . . . . . . . . . . . . . . . . . . . . . . . . . . . . . . . . . . . . . . . . . . . . . . . . . . . . . . . . . . . . . . . . . . . . . . . . . . . . . . . . . . . . . . . . . . . . . . . . . . . . . . . . . . . . . . . . . . . . . . . . . . . . . . . . . . . . . . . . . . . . . . . . . . . . . . . . . . . . . . . . . . . . . . . . . . . . . . . . . . . . . .: [274, 715, 2071, 725]
toc-entry-title: 1.2.2.2 Materiaalipaja, metalli 3 op: [46, 481, 245, 497]
toc-entry-title: 1.2.1.3 Muotoiluprosessi 1, 3 op: [46, 411, 231, 427]
toc-entry-page-number: 25: [2041, 942, 2056, 958]
toc-entry-title: 1.2.3.3 Ohjelmisto-opetus 5 op: [46, 570, 224, 586]
toc-entry-title: 1.4.2 Harjoittelu II, 15 op: [32, 1172, 174, 1188]
toc-entry-page-number: 13: [2081, 375, 2096, 391]
toc-dot-leader: . . . . . . . . . . . . . . . . . . . . . . . . . . . . . . . . . . . . . . . . . . . . . . . . . . . . . . . . . . . . . . . . . . . . . . . . . . . . . . . . . . . . . . . . . . . . . . . . . . . . . . . . . . . . . . . . . . . . . . . . . . . . . . . . . . . . . . . . . . . . . . . . . . . . . . . . . . . . . . . . . . . . . . . . . . . . . . . . . . . . . . . . . . . . . . . . . . . . . . . .: [258, 1104, 2054, 1115]
toc-entry-title: 1.5 OPINNÄYTETYÖ 15 OP: [16, 1189, 180, 1205]
toc-entry-title: 1.2.1.4 Pääainetta tukevat opinnot 1, 3 op: [46, 428, 287, 444]
toc-entry-title: 1.2.5 Muotoilun presentointi 1, 15 op: [32, 676, 243, 692]
toc-entry-title: 1.1.1.1 Asiantuntijaviestintä 4 op: [46, 57, 233, 73]
toc-dot-leader: . . . . . . . . . . . . . . . . . . . . . . . . . . . . . . . . . . . . . . . . . . . . . . . . . . . . . . . . . . . . . . . . . . . . . . . . . . . . . . . . . . . . . . . . . . . . . . . . . . . . . . . . . . . . . . . . . . . . . . . . . . . . . . . . . . . . . . . . . . . . . . . . . . . . . . . . . . . . . . . . . . . . . . . . . . . . . . . . . . . . . . . . . . . . . . . . . . . . . . . .: [217, 113, 2014, 124]
toc-entry-page-number: 26: [2062, 1012, 2077, 1028]
toc-dot-leader: . . . . . . . . . . . . . . . . . . . . . . . . . . . . . . . . . . . . . . . . . . . . . . . . . . . . . . . . . . . . . . . . . . . . . . . . . . . . . . . . . . . . . . . . . . . . . . . . . . . . . . . . . . . . . . . . . . . . . . . . . . . . . . . . . . . . . . . . . . . . . . . . . . . . . . . . . . . . . . . . . . . . . . . . . . . . . . . . . . . . . . . . . . . . . . . . . . . . . . . .: [351, 644, 2148, 655]
toc-entry-page-number: 14: [2031, 411, 2047, 427]
toc-entry-title: 1.1.2.1 Värihahmotus 3 op: [46, 145, 199, 161]
toc-entry[interactable]: [16, 1135, 1984, 1152]
toc-entry-title: 1.1.3.3 Plastinen sommittelu I, 3 op: [46, 234, 250, 250]
toc-entry-title: 1.2.4 Moniulotteinen muotoilu 17 op: [32, 588, 238, 604]
toc-entry[interactable]: [4, 2, 1904, 19]
toc-entry-page-number: 21: [2120, 747, 2135, 763]
